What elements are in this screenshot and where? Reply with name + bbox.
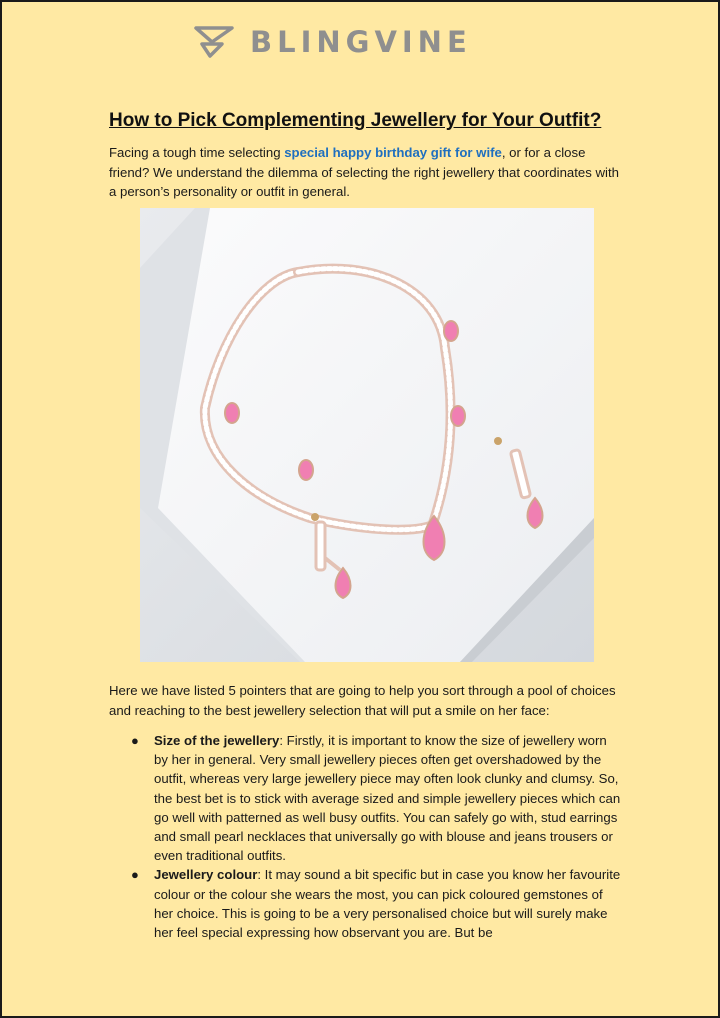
point-title: Size of the jewellery [154, 733, 280, 748]
point-text: : Firstly, it is important to know the size of jewellery worn by her in general. Very small jewellery pieces often get overshadowed by the outfit, whereas very large jewellery piece may often look clunky and clumsy. So, the best bet is to stick with average sized and simple jewellery pieces which can go well with patterned as well busy outfits. You can safely go with, stud earrings and small pearl necklaces that universally go with blouse and jeans trousers or even traditional outfits. [154, 733, 621, 864]
gift-for-wife-link[interactable]: special happy birthday gift for wife [284, 145, 502, 160]
pointers-intro: Here we have listed 5 pointers that are going to help you sort through a pool of choices and reaching to the best jewellery selection that will put a smile on her face: [109, 683, 616, 718]
article-title: How to Pick Complementing Jewellery for Your Outfit? [109, 110, 602, 131]
list-item [109, 731, 624, 865]
necklace-earrings-photo [140, 208, 594, 662]
intro-paragraph [109, 143, 624, 202]
intro-text-before: Facing a tough time selecting [109, 145, 285, 160]
bullet-icon: ● [131, 733, 139, 748]
pointers-list [109, 731, 624, 942]
bullet-icon: ● [131, 867, 139, 883]
point-title: Jewellery colour [154, 867, 258, 883]
blingvine-logo-icon [192, 20, 236, 64]
brand-logo[interactable] [192, 20, 472, 64]
brand-name: BLINGVINE [250, 25, 472, 59]
point-text: : It may sound a bit specific but in case you know her favourite colour or the colour she wears the most, you can pick coloured gemstones of her choice. This is going to be a very personalised choice but will surely make her feel special expressing how observant you are. But be [154, 867, 621, 941]
intro-text-after: , or for a close friend? We understand the dilemma of selecting the right jewellery that coordinates with a person’s personality or outfit in general. [109, 145, 619, 199]
list-item [109, 865, 624, 942]
